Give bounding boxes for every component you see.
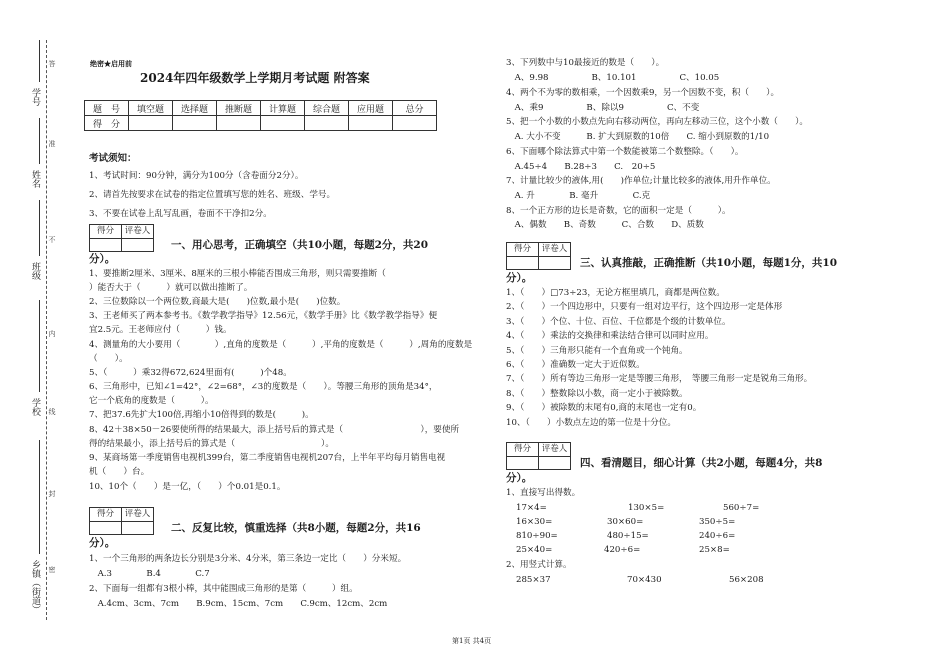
notes-heading: 考试须知： <box>89 153 137 164</box>
vertical-item: 56×208 <box>729 575 764 585</box>
score-header-cell: 综合题 <box>305 101 349 116</box>
grader-score-label: 得分 <box>90 225 122 238</box>
grader-score-cell[interactable] <box>507 457 539 470</box>
oral-item: 560÷7= <box>723 503 760 513</box>
s2-line: 2、下面每一组都有3根小棒，其中能围成三角形的是第（ ）组。 <box>89 584 358 594</box>
score-header-cell: 总分 <box>393 101 437 116</box>
note-item: 3、不要在试卷上乱写乱画，卷面不干净扣2分。 <box>89 209 272 219</box>
grader-score-cell[interactable] <box>90 522 122 535</box>
s1-line: 5、（ ）乘32得672,624里面有( )个48。 <box>89 368 292 378</box>
s1-line: ）能否大于（ ）就可以做出推断了。 <box>89 283 253 293</box>
grader-reviewer-label: 评卷人 <box>124 509 151 519</box>
grader-score-label: 得分 <box>507 443 539 456</box>
section3-heading-cont: 分）。 <box>506 272 533 284</box>
vertical-item: 70×430 <box>627 575 662 585</box>
grader-reviewer-cell[interactable] <box>122 239 153 252</box>
section2-heading: 二、反复比较，慎重选择（共8小题，每题2分，共16 <box>171 522 421 534</box>
grader-score-cell[interactable] <box>507 257 539 270</box>
score-cell[interactable] <box>349 116 393 131</box>
s2-line: 8、一个正方形的边长是奇数，它的面积一定是（ ）。 <box>506 206 731 216</box>
s3-line: 7、（ ）所有等边三角形一定是等腰三角形， 等腰三角形一定是锐角三角形。 <box>506 374 813 384</box>
score-cell[interactable] <box>173 116 217 131</box>
s2-line: 3、下列数中与10最接近的数是（ ）。 <box>506 58 665 68</box>
score-cell[interactable] <box>305 116 349 131</box>
s2-line: A. 升 B. 毫升 C.克 <box>506 191 651 201</box>
score-cell[interactable] <box>217 116 261 131</box>
s3-line: 2、（ ）一个四边形中，只要有一组对边平行，这个四边形一定是体形 <box>506 302 783 312</box>
score-header-cell: 题 号 <box>85 101 129 116</box>
class-blank <box>39 200 40 256</box>
s1-line: 3、王老师买了两本参考书。《数学教学指导》12.56元，《数学手册》比《数学教学指导》便 <box>89 311 438 321</box>
s1-line: 9、某商场第一季度销售电视机399台，第二季度销售电视机207台，上半年平均每月销售电视 <box>89 453 446 463</box>
page-title: 2024年四年级数学上学期月考试题 附答案 <box>140 71 370 85</box>
oral-item: 240÷6= <box>699 531 736 541</box>
s3-line: 10、（ ）小数点左边的第一位是十分位。 <box>506 418 676 428</box>
oral-item: 17×4= <box>516 503 547 513</box>
oral-item: 420÷6= <box>604 545 641 555</box>
binding-mark-answer: 答 <box>48 60 56 67</box>
s2-line: A. 大小不变 B. 扩大到原数的10倍 C. 缩小到原数的1/10 <box>506 132 770 142</box>
oral-item: 350÷5= <box>699 517 736 527</box>
s2-line: A.45÷4 B.28÷3 C. 20÷5 <box>506 162 656 172</box>
score-cell[interactable] <box>129 116 173 131</box>
oral-item: 480÷15= <box>607 531 649 541</box>
grader-box-section3 <box>506 242 571 270</box>
binding-mark-seal: 封 <box>48 490 56 497</box>
s2-line: A.4cm、3cm、7cm B.9cm、15cm、7cm C.9cm、12cm、2cm <box>89 599 388 609</box>
s3-line: 1、（ ）□73÷23，无论方框里填几，商都是两位数。 <box>506 288 725 298</box>
oral-item: 25×40= <box>516 545 553 555</box>
s2-line: 6、下面哪个除法算式中第一个数能被第二个数整除。（ ）。 <box>506 147 744 157</box>
note-item: 1、考试时间：90分钟，满分为100分（含卷面分2分）。 <box>89 171 304 181</box>
township-label: 乡镇（街道） <box>30 560 40 614</box>
s1-line: 10、10个（ ）是一亿，（ ）个0.01是0.1。 <box>89 482 286 492</box>
s2-line: 4、两个不为零的数相乘，一个因数乘9，另一个因数不变，积（ ）。 <box>506 88 780 98</box>
s1-line: 6、三角形中，已知∠1=42°，∠2=68°，∠3的度数是（ ）。等腰三角形的顶角是34°， <box>89 382 438 392</box>
s1-line: 宜2.5元。王老师应付（ ）钱。 <box>89 325 232 335</box>
student-id-label: 学号 <box>30 88 40 106</box>
score-header-cell: 应用题 <box>349 101 393 116</box>
oral-item: 25×8= <box>699 545 730 555</box>
binding-mark-secret: 密 <box>48 566 56 573</box>
s2-line: 5、把一个小数的小数点先向右移动两位，再向左移动三位，这个小数（ ）。 <box>506 117 808 127</box>
grader-reviewer-cell[interactable] <box>122 522 153 535</box>
township-blank <box>39 440 40 554</box>
grader-score-cell[interactable] <box>90 239 122 252</box>
grader-score-label: 得分 <box>90 508 122 521</box>
grader-box-section2 <box>89 507 154 535</box>
score-header-cell: 推断题 <box>217 101 261 116</box>
grader-reviewer-cell[interactable] <box>539 257 570 270</box>
class-label: 班级 <box>30 262 40 280</box>
grader-box-section1 <box>89 224 154 252</box>
s2-line: A、9.98 B、10.101 C、10.05 <box>506 73 720 83</box>
s3-line: 3、（ ）个位、十位、百位、千位都是个级的计数单位。 <box>506 317 731 327</box>
s1-line: 7、把37.6先扩大100倍,再缩小10倍得到的数是( )。 <box>89 410 314 420</box>
page-footer: 第1页 共4页 <box>452 637 492 645</box>
s3-line: 5、（ ）三角形只能有一个直角或一个钝角。 <box>506 346 688 356</box>
vertical-item: 285×37 <box>516 575 551 585</box>
grader-reviewer-label: 评卷人 <box>124 226 151 236</box>
s1-line: 得的结果最小，添上括号后的算式是（ ）。 <box>89 439 334 449</box>
student-id-blank <box>39 40 40 82</box>
school-label: 学校 <box>30 398 40 416</box>
score-header-cell: 选择题 <box>173 101 217 116</box>
oral-item: 130×5= <box>628 503 665 513</box>
s3-line: 9、（ ）被除数的末尾有0,商的末尾也一定有0。 <box>506 403 702 413</box>
s1-line: （ ）。 <box>89 354 128 364</box>
binding-mark-line: 线 <box>48 408 56 415</box>
score-table-header-row <box>85 101 437 116</box>
s3-line: 6、（ ）准确数一定大于近似数。 <box>506 360 645 370</box>
grader-box-section4 <box>506 442 571 470</box>
secret-mark: 绝密★启用前 <box>90 59 132 68</box>
s2-line: A、乘9 B、除以9 C、不变 <box>506 103 700 113</box>
s1-line: 它一个底角的度数是（ ）。 <box>89 396 214 406</box>
binding-mark-inside: 内 <box>48 330 56 337</box>
name-blank <box>39 118 40 164</box>
oral-item: 30×60= <box>607 517 644 527</box>
s3-line: 4、（ ）乘法的交换律和乘法结合律可以同时应用。 <box>506 331 714 341</box>
oral-item: 16×30= <box>516 517 553 527</box>
section3-heading: 三、认真推敲，正确推断（共10小题，每题1分，共10 <box>580 257 838 269</box>
s4-sub2: 2、用竖式计算。 <box>506 560 572 570</box>
grader-reviewer-label: 评卷人 <box>541 244 568 254</box>
score-header-cell: 计算题 <box>261 101 305 116</box>
s4-sub1: 1、直接写出得数。 <box>506 488 581 498</box>
section4-heading-cont: 分）。 <box>506 472 533 484</box>
s1-line: 机（ ）台。 <box>89 467 150 477</box>
s1-line: 8、42＋38×50－26要使所得的结果最大，添上括号后的算式是（ ），要使所 <box>89 425 460 435</box>
s1-line: 4、测量角的大小要用（ ）,直角的度数是（ ）,平角的度数是（ ）,周角的度数是 <box>89 340 473 350</box>
score-cell[interactable] <box>393 116 437 131</box>
s2-line: 1、一个三角形的两条边长分别是3分米、4分米，第三条边一定比（ ）分米短。 <box>89 554 407 564</box>
school-blank <box>39 300 40 392</box>
s3-line: 8、（ ）整数除以小数，商一定小于被除数。 <box>506 389 688 399</box>
section1-heading: 一、用心思考，正确填空（共10小题，每题2分，共20 <box>171 239 429 251</box>
binding-mark-allow: 准 <box>48 140 56 147</box>
s2-line: A、偶数 B、奇数 C、合数 D、质数 <box>506 220 704 230</box>
binding-mark-not: 不 <box>48 236 56 243</box>
grader-score-label: 得分 <box>507 243 539 256</box>
score-header-cell: 填空题 <box>129 101 173 116</box>
s2-line: A.3 B.4 C.7 <box>89 569 210 579</box>
grader-reviewer-label: 评卷人 <box>541 444 568 454</box>
s2-line: 7、计量比较少的液体,用( )作单位;计量比较多的液体,用升作单位。 <box>506 176 776 186</box>
name-label: 姓名 <box>30 170 40 188</box>
score-table <box>84 100 437 131</box>
s1-line: 1、要推断2厘米、3厘米、8厘米的三根小棒能否围成三角形，则只需要推断（ <box>89 269 386 279</box>
oral-item: 810÷90= <box>516 531 558 541</box>
binding-dashed-line <box>46 40 47 620</box>
section4-heading: 四、看清题目，细心计算（共2小题，每题4分，共8 <box>580 457 823 469</box>
section1-heading-cont: 分）。 <box>89 253 116 265</box>
section2-heading-cont: 分）。 <box>89 537 116 549</box>
score-row-label: 得 分 <box>85 116 129 131</box>
grader-reviewer-cell[interactable] <box>539 457 570 470</box>
score-table-score-row <box>85 116 437 131</box>
score-cell[interactable] <box>261 116 305 131</box>
s1-line: 2、三位数除以一个两位数,商最大是( )位数,最小是( )位数。 <box>89 297 346 307</box>
note-item: 2、请首先按要求在试卷的指定位置填写您的姓名、班级、学号。 <box>89 190 336 200</box>
